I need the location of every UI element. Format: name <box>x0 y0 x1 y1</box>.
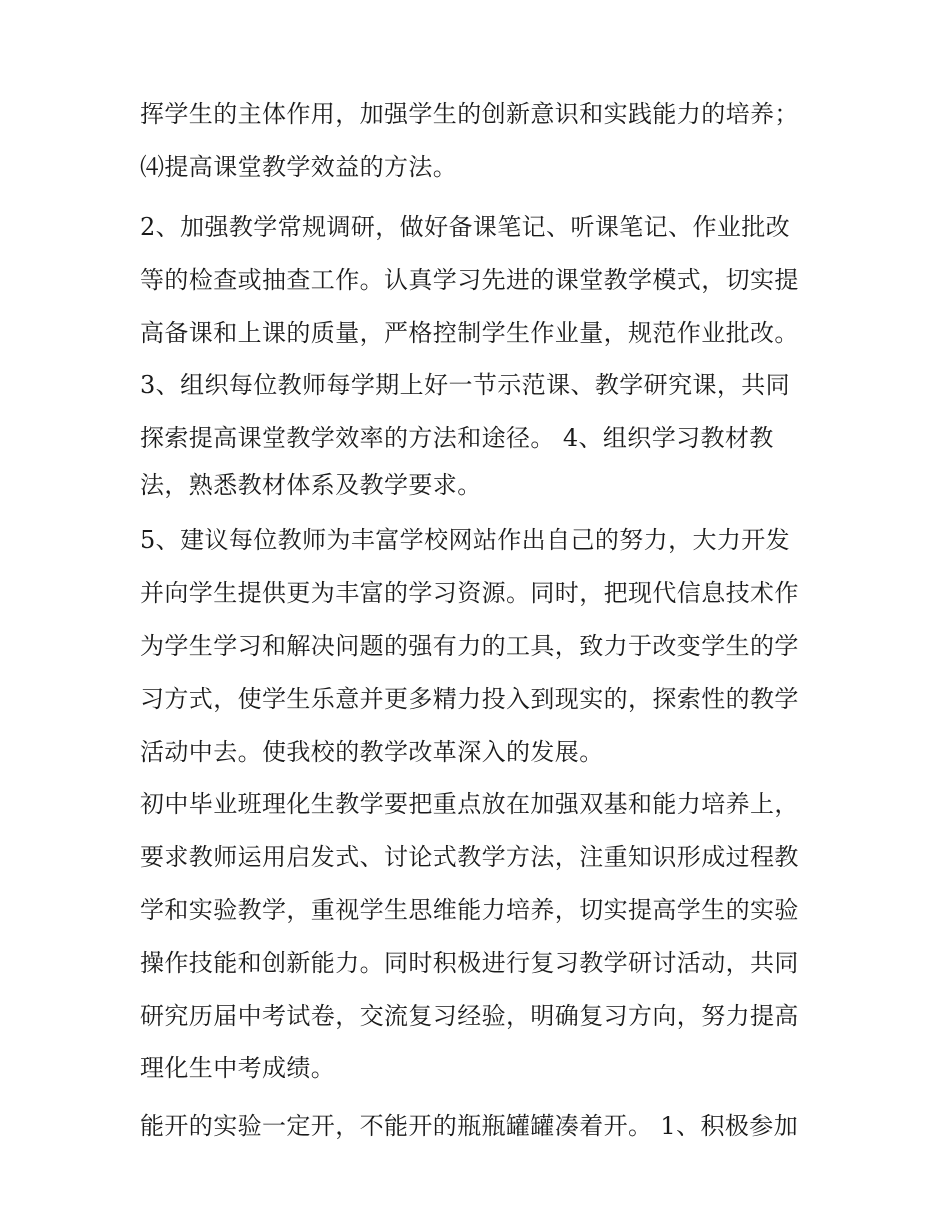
text-line: 2、加强教学常规调研，做好备课笔记、听课笔记、作业批改 <box>140 213 791 241</box>
text-line: 为学生学习和解决问题的强有力的工具，致力于改变学生的学 <box>140 632 799 660</box>
text-line: 挥学生的主体作用，加强学生的创新意识和实践能力的培养； <box>140 100 799 128</box>
text-line: 研究历届中考试卷，交流复习经验，明确复习方向，努力提高 <box>140 1002 799 1030</box>
text-line: 5、建议每位教师为丰富学校网站作出自己的努力，大力开发 <box>140 526 791 554</box>
text-line: 高备课和上课的质量，严格控制学生作业量，规范作业批改。 <box>140 319 799 347</box>
text-line: 操作技能和创新能力。同时积极进行复习教学研讨活动，共同 <box>140 949 799 977</box>
text-line: 能开的实验一定开，不能开的瓶瓶罐罐凑着开。 1、积极参加 <box>140 1112 799 1140</box>
text-line: 并向学生提供更为丰富的学习资源。同时，把现代信息技术作 <box>140 579 799 607</box>
text-line: 理化生中考成绩。 <box>140 1054 336 1082</box>
text-line: 活动中去。使我校的教学改革深入的发展。 <box>140 738 604 766</box>
text-line: 习方式，使学生乐意并更多精力投入到现实的，探索性的教学 <box>140 685 799 713</box>
text-line: 3、组织每位教师每学期上好一节示范课、教学研究课，共同 <box>140 371 791 399</box>
text-line: 学和实验教学，重视学生思维能力培养，切实提高学生的实验 <box>140 896 799 924</box>
text-line: ⑷提高课堂教学效益的方法。 <box>140 153 458 181</box>
text-line: 探索提高课堂教学效率的方法和途径。 4、组织学习教材教 <box>140 424 774 452</box>
text-line: 等的检查或抽查工作。认真学习先进的课堂教学模式，切实提 <box>140 266 799 294</box>
text-line: 要求教师运用启发式、讨论式教学方法，注重知识形成过程教 <box>140 843 799 871</box>
text-line: 法，熟悉教材体系及教学要求。 <box>140 471 482 499</box>
text-line: 初中毕业班理化生教学要把重点放在加强双基和能力培养上， <box>140 790 799 818</box>
